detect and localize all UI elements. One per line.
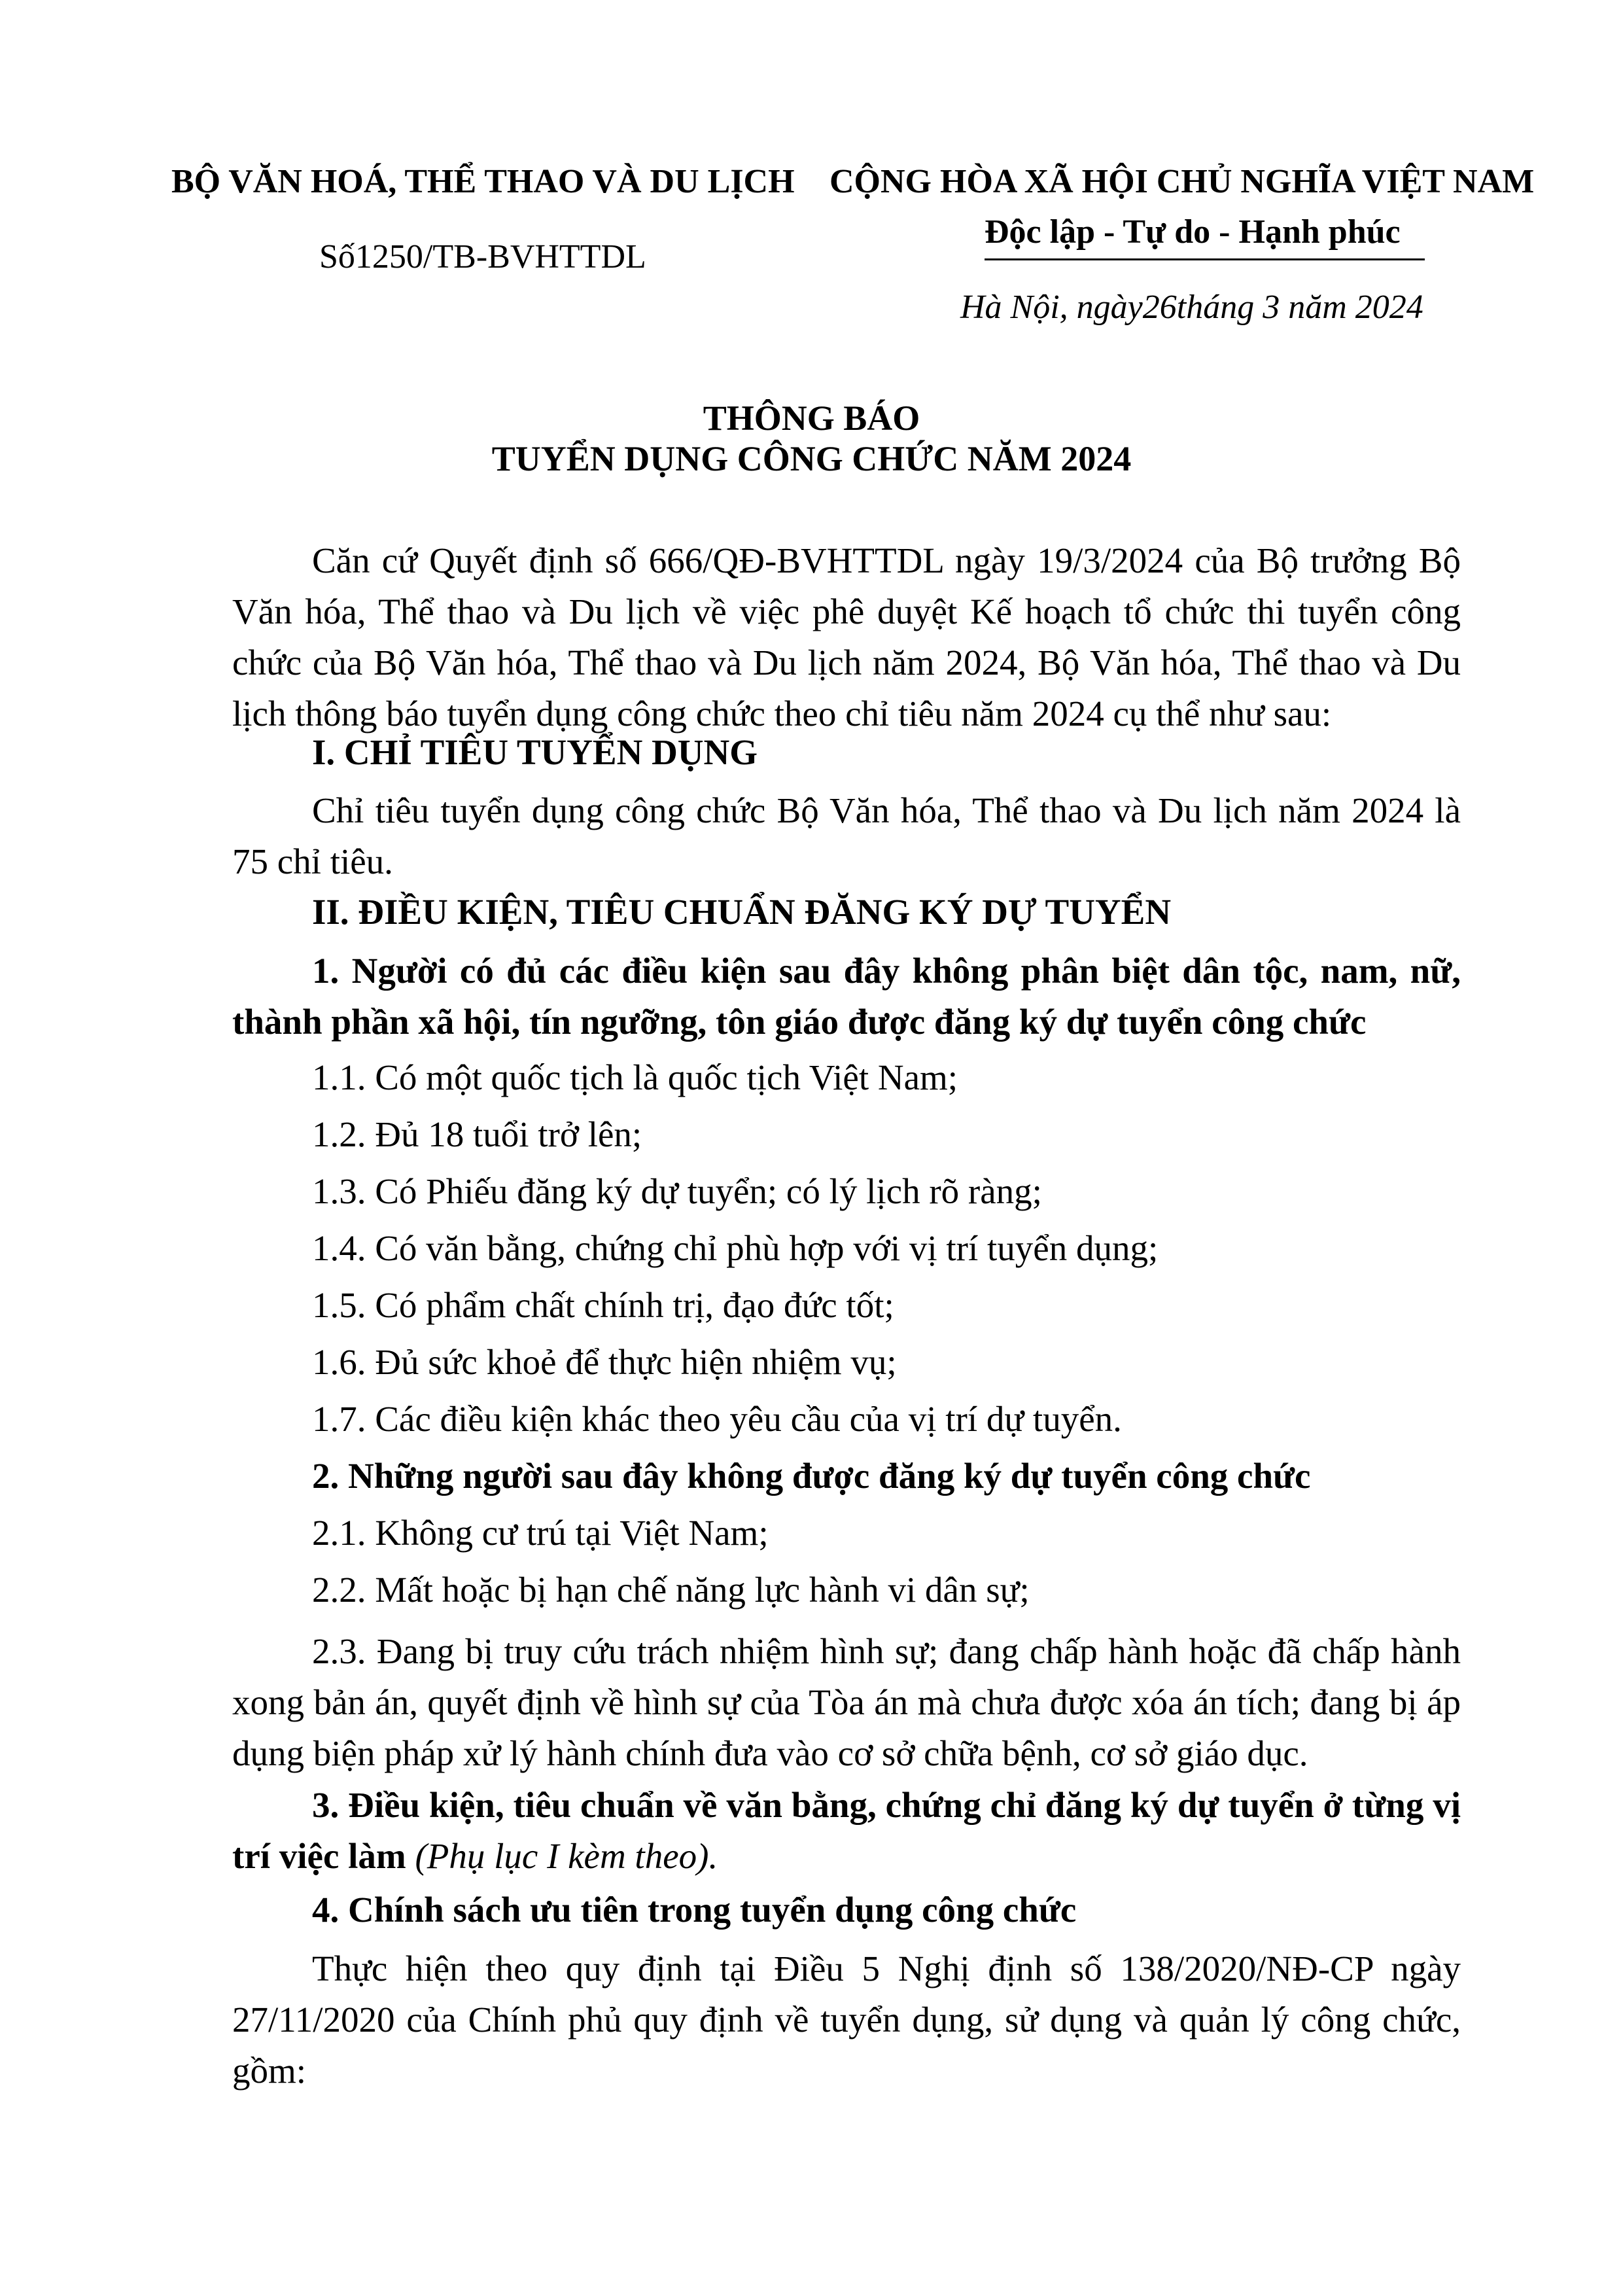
section-2-heading: II. ĐIỀU KIỆN, TIÊU CHUẨN ĐĂNG KÝ DỰ TUYỂN	[312, 892, 1172, 932]
item-1-heading: 1. Người có đủ các điều kiện sau đây không phân biệt dân tộc, nam, nữ, thành phần xã hội, tín ngưỡng, tôn giáo được đăng ký dự tuyển công chức	[232, 951, 1461, 1042]
document-number: Số1250/TB-BVHTTDL	[319, 238, 646, 275]
list-item: 2.1. Không cư trú tại Việt Nam;	[312, 1513, 769, 1553]
list-item: 1.6. Đủ sức khoẻ để thực hiện nhiệm vụ;	[312, 1342, 897, 1382]
list-item: 1.1. Có một quốc tịch là quốc tịch Việt Nam;	[312, 1057, 958, 1097]
intro-paragraph: Căn cứ Quyết định số 666/QĐ-BVHTTDL ngày 19/3/2024 của Bộ trưởng Bộ Văn hóa, Thể thao và Du lịch về việc phê duyệt Kế hoạch tổ chức thi tuyển công chức của Bộ Văn hóa, Thể thao và Du lịch năm 2024, Bộ Văn hóa, Thể thao và Du lịch thông báo tuyển dụng công chức theo chỉ tiêu năm 2024 cụ thể như sau:	[232, 540, 1461, 733]
section-1-text: Chỉ tiêu tuyển dụng công chức Bộ Văn hóa, Thể thao và Du lịch năm 2024 là 75 chỉ tiêu.	[232, 790, 1461, 881]
motto-underline	[985, 258, 1425, 260]
item-4-paragraph: Thực hiện theo quy định tại Điều 5 Nghị định số 138/2020/NĐ-CP ngày 27/11/2020 của Chính phủ quy định về tuyển dụng, sử dụng và quản lý công chức, gồm:	[232, 1949, 1461, 2091]
country-name: CỘNG HÒA XÃ HỘI CHỦ NGHĨA VIỆT NAM	[829, 163, 1535, 200]
list-item: 1.5. Có phẩm chất chính trị, đạo đức tốt;	[312, 1285, 894, 1325]
list-item: 1.3. Có Phiếu đăng ký dự tuyển; có lý lịch rõ ràng;	[312, 1171, 1042, 1211]
item-3-heading	[232, 1780, 1461, 1882]
date-line: Hà Nội, ngày26tháng 3 năm 2024	[960, 289, 1423, 326]
list-item: 1.7. Các điều kiện khác theo yêu cầu của vị trí dự tuyển.	[312, 1399, 1122, 1439]
notice-title: THÔNG BÁO	[703, 398, 920, 438]
list-item: 2.2. Mất hoặc bị hạn chế năng lực hành vi dân sự;	[312, 1570, 1030, 1610]
list-item: 1.4. Có văn bằng, chứng chỉ phù hợp với vị trí tuyển dụng;	[312, 1228, 1159, 1268]
item-4-heading: 4. Chính sách ưu tiên trong tuyển dụng công chức	[312, 1890, 1077, 1930]
item-2-3-paragraph: 2.3. Đang bị truy cứu trách nhiệm hình sự; đang chấp hành hoặc đã chấp hành xong bản án, quyết định về hình sự của Tòa án mà chưa được xóa án tích; đang bị áp dụng biện pháp xử lý hành chính đưa vào cơ sở chữa bệnh, cơ sở giáo dục.	[232, 1631, 1461, 1773]
item-3-heading-text: 3. Điều kiện, tiêu chuẩn về văn bằng, chứng chỉ đăng ký dự tuyển ở từng vị trí việc làm	[232, 1785, 1461, 1876]
list-item: 1.2. Đủ 18 tuổi trở lên;	[312, 1114, 642, 1154]
motto: Độc lập - Tự do - Hạnh phúc	[985, 213, 1401, 251]
section-1-heading: I. CHỈ TIÊU TUYỂN DỤNG	[312, 732, 758, 772]
ministry-name: BỘ VĂN HOÁ, THỂ THAO VÀ DU LỊCH	[171, 163, 795, 200]
item-2-heading: 2. Những người sau đây không được đăng ký dự tuyển công chức	[312, 1456, 1311, 1496]
notice-subtitle: TUYỂN DỤNG CÔNG CHỨC NĂM 2024	[491, 439, 1132, 478]
item-3-note: (Phụ lục I kèm theo).	[415, 1836, 718, 1876]
